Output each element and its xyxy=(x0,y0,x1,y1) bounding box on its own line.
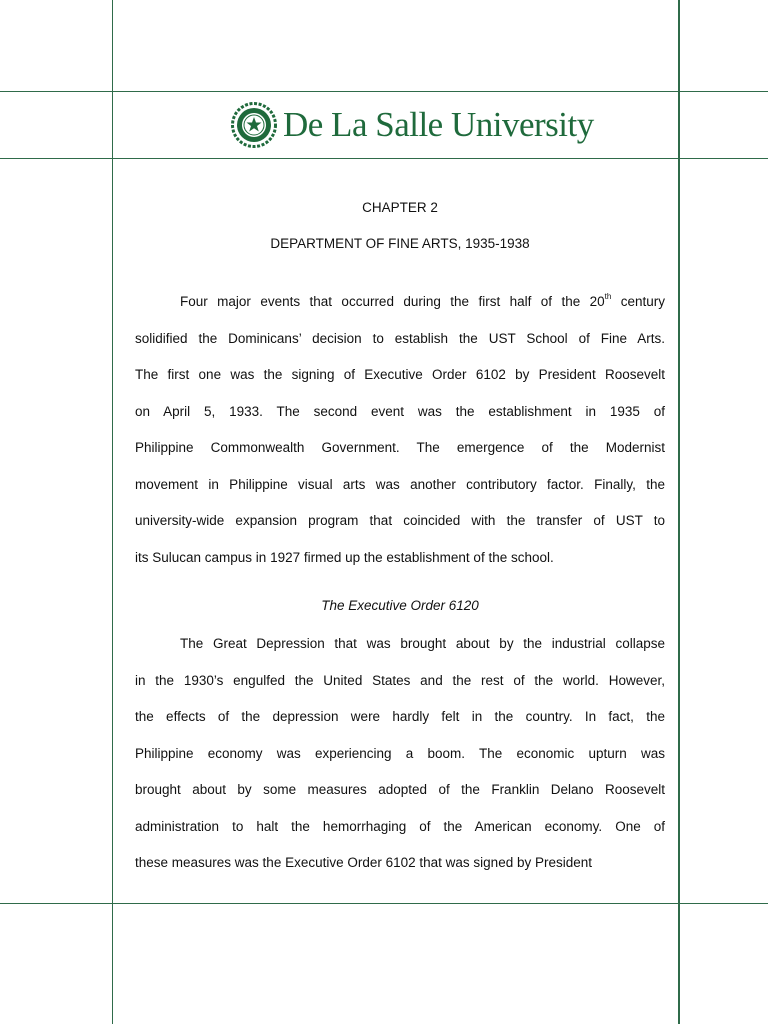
paragraph-line: Philippine Commonwealth Government. The emergence of the Modernist xyxy=(135,440,665,455)
superscript-ordinal: th xyxy=(604,292,612,301)
section-heading: The Executive Order 6120 xyxy=(321,598,479,613)
paragraph-line-text: Four major events that occurred during the first half of the 20 xyxy=(180,294,605,309)
paragraph-line: these measures was the Executive Order 6102 that was signed by President xyxy=(135,855,592,870)
paragraph-line xyxy=(135,284,665,321)
university-name: De La Salle University xyxy=(283,105,594,144)
header-top-rule xyxy=(0,91,768,92)
university-logo xyxy=(231,100,594,150)
chapter-title: DEPARTMENT OF FINE ARTS, 1935-1938 xyxy=(270,236,530,251)
paragraph-line: on April 5, 1933. The second event was the establishment in 1935 of xyxy=(135,403,665,419)
paragraph-line: the effects of the depression were hardly felt in the country. In fact, the xyxy=(135,709,665,724)
header-bottom-rule xyxy=(0,158,768,159)
university-seal-icon xyxy=(231,102,277,148)
paragraph-line: its Sulucan campus in 1927 firmed up the establishment of the school. xyxy=(135,549,554,565)
paragraph-line: The Great Depression that was brought about by the industrial collapse xyxy=(180,636,665,651)
left-margin-rule xyxy=(112,0,113,1024)
paragraph-line: administration to halt the hemorrhaging of the American economy. One of xyxy=(135,818,665,834)
right-margin-rule xyxy=(678,0,680,1024)
paragraph-line-text: century xyxy=(611,294,666,309)
paragraph-2 xyxy=(135,626,665,882)
paragraph-line: university-wide expansion program that coincided with the transfer of UST to xyxy=(135,513,665,528)
paragraph-line: brought about by some measures adopted of the Franklin Delano Roosevelt xyxy=(135,782,665,797)
paragraph-line: Philippine economy was experiencing a boom. The economic upturn was xyxy=(135,745,665,761)
paragraph-line: in the 1930’s engulfed the United States and the rest of the world. However, xyxy=(135,672,665,688)
footer-rule xyxy=(0,903,768,904)
paragraph-line: movement in Philippine visual arts was another contributory factor. Finally, the xyxy=(135,476,665,492)
paragraph-line: solidified the Dominicans’ decision to establish the UST School of Fine Arts. xyxy=(135,330,665,346)
paragraph-1 xyxy=(135,284,665,576)
paragraph-line: The first one was the signing of Executive Order 6102 by President Roosevelt xyxy=(135,367,665,382)
chapter-number: CHAPTER 2 xyxy=(362,200,438,215)
